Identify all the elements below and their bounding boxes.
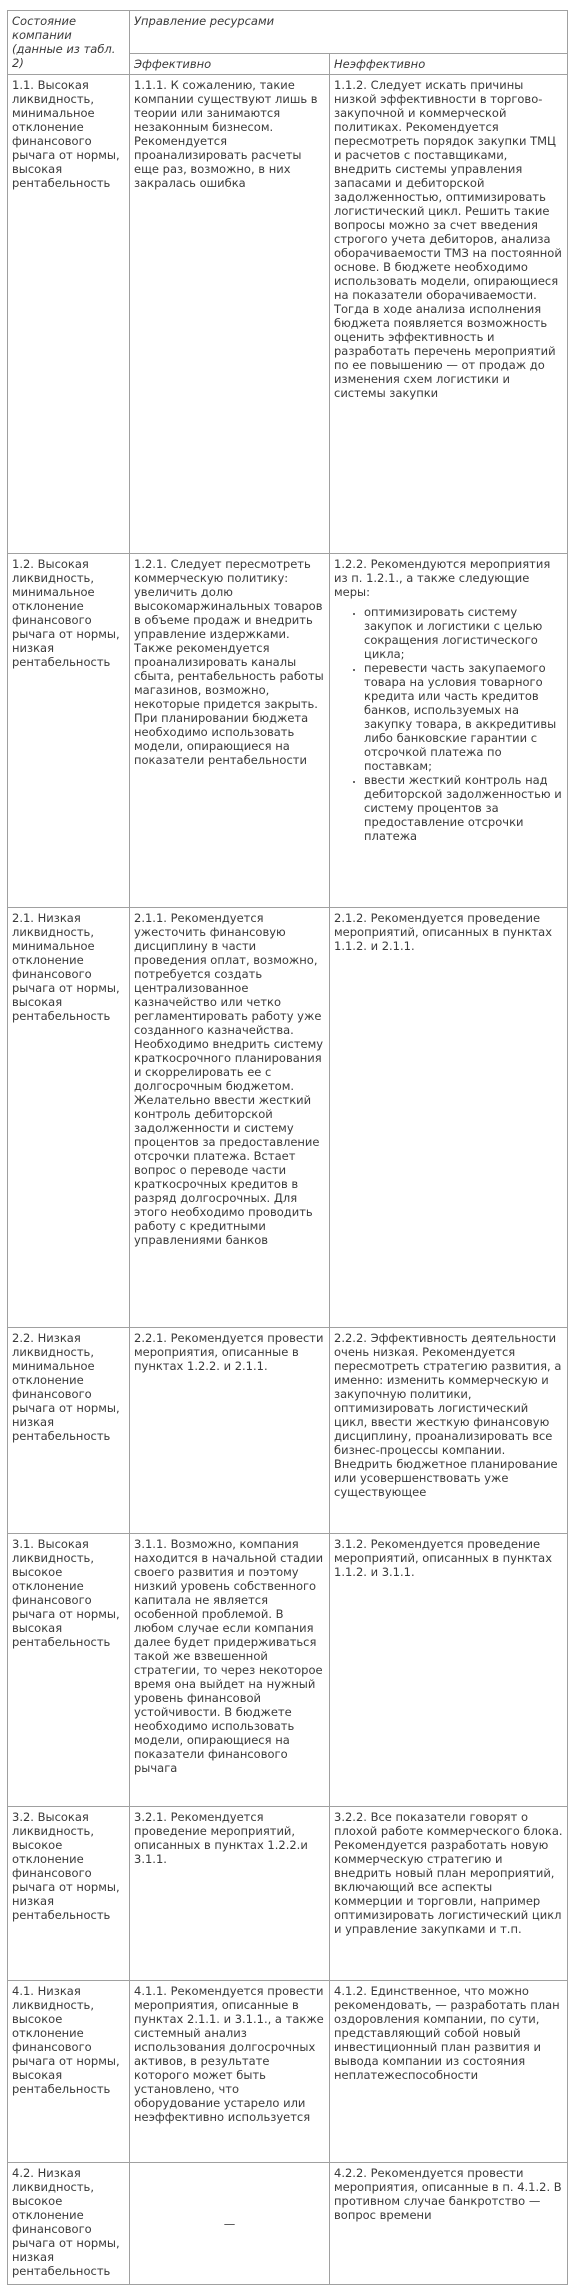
- row-state: 1.2. Высокая ликвидность, минимальное отклонение финансового рычага от нормы, низкая рентабельность: [8, 554, 130, 908]
- row-effective: 1.1.1. К сожалению, такие компании существуют лишь в теории или занимаются незаконным бизнесом. Рекомендуется проанализировать расчеты еще раз, возможно, в них закралась ошибка: [130, 75, 330, 554]
- row-ineffective-intro: 1.2.2. Рекомендуются мероприятия из п. 1.2.1., а также следующие меры:: [334, 557, 551, 599]
- row-effective: 1.2.1. Следует пересмотреть коммерческую политику: увеличить долю высокомаржинальных товаров в объеме продаж и внедрить управление издержками. Также рекомендуется проанализировать каналы сбыта, рентабельность работы магазинов, возможно, некоторые придется закрыть. При планировании бюджета необходимо использовать модели, опирающиеся на показатели рентабельности: [130, 554, 330, 908]
- list-item: • оптимизировать систему закупок и логистики с целью сокращения логистического цикла;: [364, 605, 563, 661]
- table-row: [8, 908, 568, 1328]
- table-row: [8, 1328, 568, 1534]
- row-ineffective: 2.2.2. Эффективность деятельности очень низкая. Рекомендуется пересмотреть стратегию развития, а именно: изменить коммерческую и закупочную политики, оптимизировать логистический цикл, ввести жесткую финансовую дисциплину, проанализировать все бизнес-процессы компании. Внедрить бюджетное планирование или усовершенствовать уже существующее: [330, 1328, 568, 1534]
- list-item: • перевести часть закупаемого товара на условия товарного кредита или часть кредитов банков, используемых на закупку товара, в аккредитивы либо банковские гарантии с отсрочкой платежа по поставкам;: [364, 661, 563, 773]
- row-state: 3.2. Высокая ликвидность, высокое отклонение финансового рычага от нормы, низкая рентабельность: [8, 1807, 130, 1981]
- table-header-row: [8, 11, 568, 54]
- measures-list: [334, 605, 563, 843]
- table-row: [8, 2163, 568, 2285]
- row-ineffective: 4.2.2. Рекомендуется провести мероприятия, описанные в п. 4.1.2. В противном случае банкротство — вопрос времени: [330, 2163, 568, 2285]
- table-row: [8, 1981, 568, 2163]
- header-effective: Эффективно: [130, 54, 330, 75]
- row-effective: 4.1.1. Рекомендуется провести мероприятия, описанные в пунктах 2.1.1. и 3.1.1., а также системный анализ использования долгосрочных активов, в результате которого может быть установлено, что оборудование устарело или неэффективно используется: [130, 1981, 330, 2163]
- row-ineffective: [330, 554, 568, 908]
- table-row: [8, 554, 568, 908]
- row-ineffective: 3.1.2. Рекомендуется проведение мероприятий, описанных в пунктах 1.1.2. и 3.1.1.: [330, 1534, 568, 1807]
- row-ineffective: 2.1.2. Рекомендуется проведение мероприятий, описанных в пунктах 1.1.2. и 2.1.1.: [330, 908, 568, 1328]
- row-state: 1.1. Высокая ликвидность, минимальное отклонение финансового рычага от нормы, высокая рентабельность: [8, 75, 130, 554]
- recommendations-table: [7, 10, 568, 2285]
- row-state: 2.1. Низкая ликвидность, минимальное отклонение финансового рычага от нормы, высокая рентабельность: [8, 908, 130, 1328]
- table-row: [8, 1534, 568, 1807]
- row-ineffective: 1.1.2. Следует искать причины низкой эффективности в торгово-закупочной и коммерческой политиках. Рекомендуется пересмотреть порядок закупки ТМЦ и расчетов с поставщиками, внедрить системы управления запасами и дебиторской задолженностью, оптимизировать логистический цикл. Решить такие вопросы можно за счет введения строгого учета дебиторов, анализа оборачиваемости ТМЗ на постоянной основе. В бюджете необходимо использовать модели, опирающиеся на показатели оборачиваемости. Тогда в ходе анализа исполнения бюджета появляется возможность оценить эффективность и разработать перечень мероприятий по ее повышению — от продаж до изменения схем логистики и системы закупки: [330, 75, 568, 554]
- list-item: • ввести жесткий контроль над дебиторской задолженностью и систему процентов за предоставление отсрочки платежа: [364, 773, 563, 843]
- row-state: 4.1. Низкая ликвидность, высокое отклонение финансового рычага от нормы, высокая рентабельность: [8, 1981, 130, 2163]
- row-state: 3.1. Высокая ликвидность, высокое отклонение финансового рычага от нормы, высокая рентабельность: [8, 1534, 130, 1807]
- row-effective: 2.2.1. Рекомендуется провести мероприятия, описанные в пунктах 1.2.2. и 2.1.1.: [130, 1328, 330, 1534]
- row-state: 2.2. Низкая ликвидность, минимальное отклонение финансового рычага от нормы, низкая рентабельность: [8, 1328, 130, 1534]
- row-ineffective: 3.2.2. Все показатели говорят о плохой работе коммерческого блока. Рекомендуется разработать новую коммерческую стратегию и внедрить новый план мероприятий, включающий все аспекты коммерции и торговли, например оптимизировать логистический цикл и управление закупками и т.п.: [330, 1807, 568, 1981]
- row-effective: 3.1.1. Возможно, компания находится в начальной стадии своего развития и поэтому низкий уровень собственного капитала не является особенной проблемой. В любом случае если компания далее будет придерживаться такой же взвешенной стратегии, то через некоторое время она выйдет на нужный уровень финансовой устойчивости. В бюджете необходимо использовать модели, опирающиеся на показатели финансового рычага: [130, 1534, 330, 1807]
- header-ineffective: Неэффективно: [330, 54, 568, 75]
- table-row: [8, 75, 568, 554]
- table-row: [8, 1807, 568, 1981]
- header-state: Состояние компании (данные из табл. 2): [8, 11, 130, 75]
- row-state: 4.2. Низкая ликвидность, высокое отклонение финансового рычага от нормы, низкая рентабельность: [8, 2163, 130, 2285]
- row-effective: 3.2.1. Рекомендуется проведение мероприятий, описанных в пунктах 1.2.2.и 3.1.1.: [130, 1807, 330, 1981]
- header-management: Управление ресурсами: [130, 11, 568, 54]
- row-ineffective: 4.1.2. Единственное, что можно рекомендовать, — разработать план оздоровления компании, по сути, представляющий собой новый инвестиционный план развития и вывода компании из состояния неплатежеспособности: [330, 1981, 568, 2163]
- row-effective: 2.1.1. Рекомендуется ужесточить финансовую дисциплину в части проведения оплат, возможно, потребуется создать централизованное казначейство или четко регламентировать работу уже созданного казначейства. Необходимо внедрить систему краткосрочного планирования и скоррелировать ее с долгосрочным бюджетом. Желательно ввести жесткий контроль дебиторской задолженности и систему процентов за предоставление отсрочки платежа. Встает вопрос о переводе части краткосрочных кредитов в разряд долгосрочных. Для этого необходимо проводить работу с кредитными управлениями банков: [130, 908, 330, 1328]
- row-effective: —: [130, 2163, 330, 2285]
